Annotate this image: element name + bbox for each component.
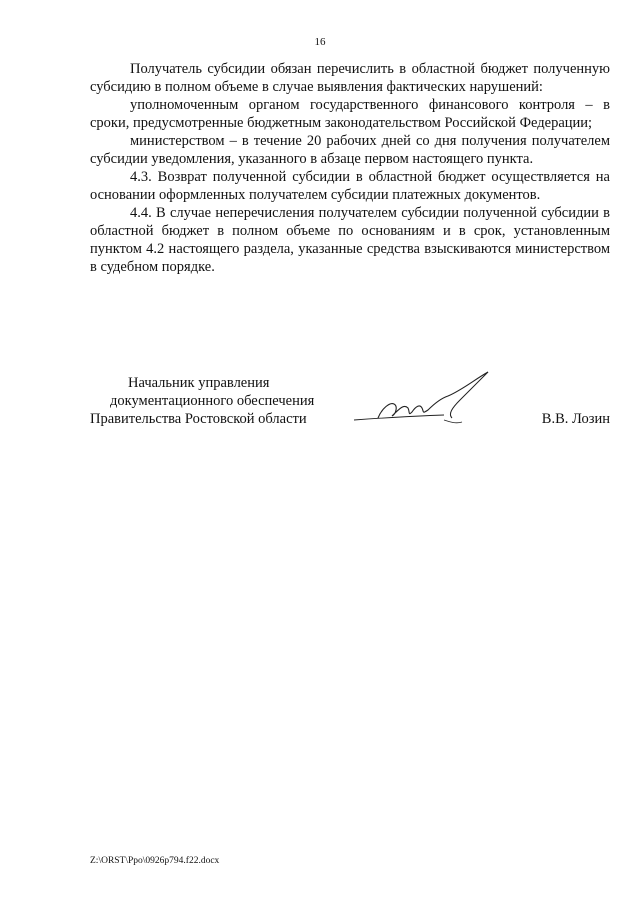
page-number: 16 <box>314 36 326 48</box>
paragraph-financial-control: уполномоченным органом государственного финансового контроля – в сроки, предусмотренные бюджетным законодательством Российской Федерации; <box>90 97 610 131</box>
document-body <box>90 60 610 276</box>
footer-file-path: Z:\ORST\Ppo\0926p794.f22.docx <box>90 856 220 866</box>
signer-title-line-2: документационного обеспечения <box>110 393 315 409</box>
handwritten-signature <box>352 368 512 434</box>
paragraph-refund-obligation: Получатель субсидии обязан перечислить в областной бюджет полученную субсидию в полном объеме в случае выявления фактических нарушений: <box>90 61 610 95</box>
signature-block <box>90 374 610 444</box>
signer-title-line-3: Правительства Ростовской области <box>90 411 307 427</box>
paragraph-ministry-deadline: министерством – в течение 20 рабочих дней со дня получения получателем субсидии уведомления, указанного в абзаце первом настоящего пункта. <box>90 133 610 167</box>
signer-name: В.В. Лозин <box>541 411 610 427</box>
signer-title-line-1: Начальник управления <box>128 375 270 391</box>
paragraph-4-4: 4.4. В случае неперечисления получателем субсидии полученной субсидии в областной бюджет в полном объеме по основаниям и в срок, установленным пунктом 4.2 настоящего раздела, указанные средства взыскиваются министерством в судебном порядке. <box>90 205 610 275</box>
paragraph-4-3: 4.3. Возврат полученной субсидии в областной бюджет осуществляется на основании оформленных получателем субсидии платежных документов. <box>90 169 610 203</box>
